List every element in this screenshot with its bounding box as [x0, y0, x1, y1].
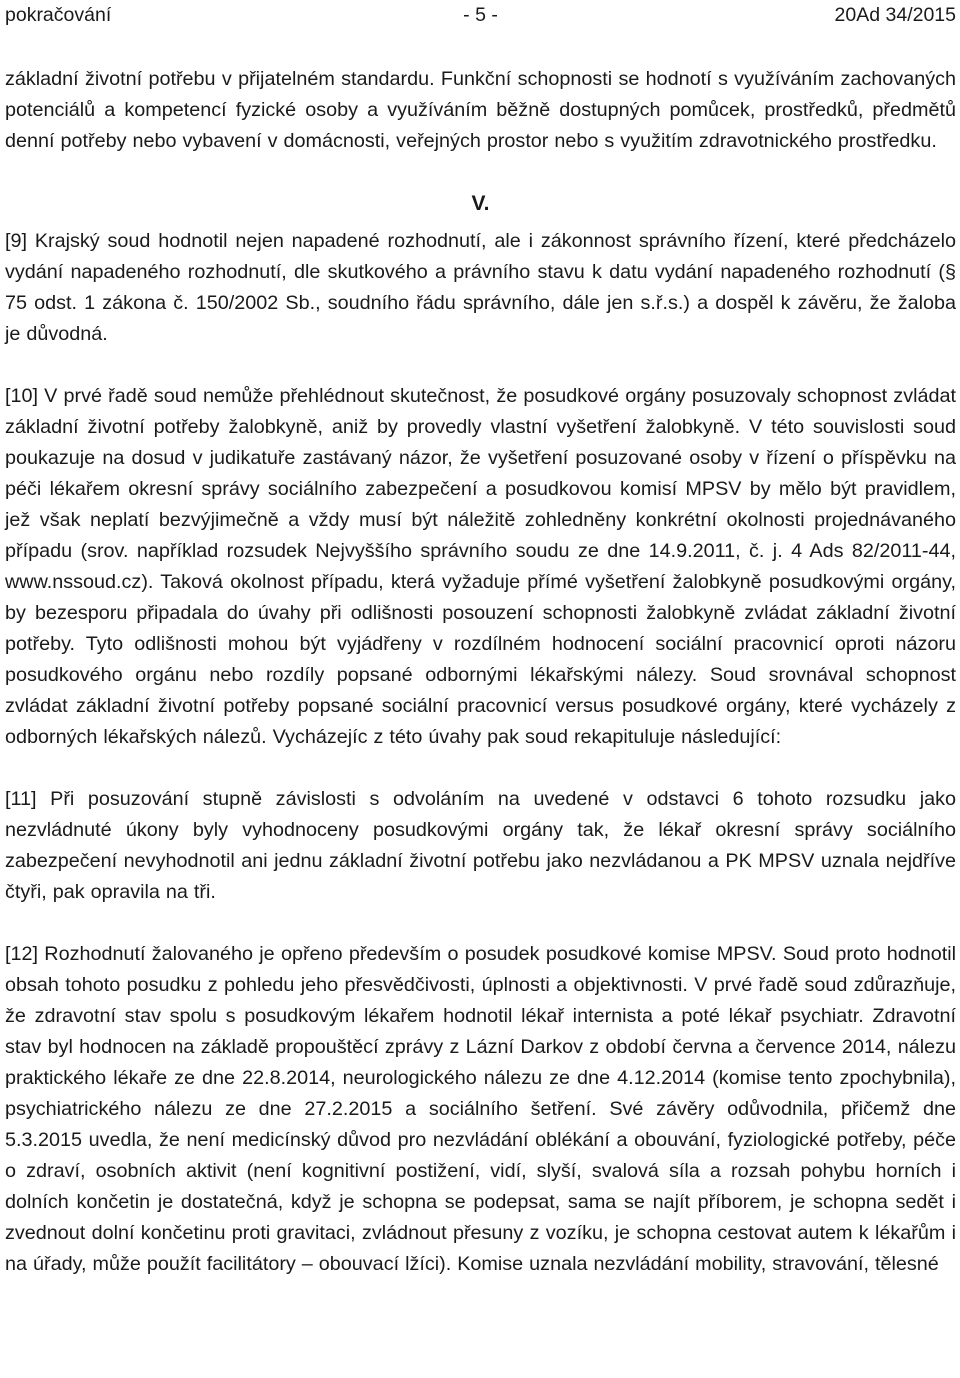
intro-paragraph: základní životní potřebu v přijatelném standardu. Funkční schopnosti se hodnotí s využíváním zachovaných potenciálů a kompetencí fyzické osoby a využíváním běžně dostupných pomůcek, prostředků, předmětů denní potřeby nebo vybavení v domácnosti, veřejných prostor nebo s využitím zdravotnického prostředku. — [5, 68, 956, 152]
document-body — [5, 64, 956, 1280]
page-header — [5, 0, 956, 34]
paragraph-12: [12] Rozhodnutí žalovaného je opřeno především o posudek posudkové komise MPSV. Soud proto hodnotil obsah tohoto posudku z pohledu jeho přesvědčivosti, úplnosti a objektivnosti. V prvé řadě soud zdůrazňuje, že zdravotní stav spolu s posudkovým lékařem hodnotil lékař internista a poté lékař psychiatr. Zdravotní stav byl hodnocen na základě propouštěcí zprávy z Lázní Darkov z období června a července 2014, nálezu praktického lékaře ze dne 22.8.2014, neurologického nálezu ze dne 4.12.2014 (komise tento zpochybnila), psychiatrického nálezu ze dne 27.2.2015 a sociálního šetření. Své závěry odůvodnila, přičemž dne 5.3.2015 uvedla, že není medicínský důvod pro nezvládání oblékání a obouvání, fyziologické potřeby, péče o zdraví, osobních aktivit (není kognitivní postižení, vidí, slyší, svalová síla a rozsah pohybu horních i dolních končetin je dostatečná, když je schopna se podepsat, sama se najít příborem, je schopna sedět i zvednout dolní končetinu proti gravitaci, zvládnout přesuny z vozíku, je schopna cestovat autem k lékařům i na úřady, může použít facilitátory – obouvací lžíci). Komise uznala nezvládání mobility, stravování, tělesné — [5, 943, 956, 1275]
document-page — [5, 0, 956, 1280]
page-number: - 5 - — [463, 4, 498, 26]
section-heading: V. — [471, 192, 490, 215]
paragraph-10: [10] V prvé řadě soud nemůže přehlédnout skutečnost, že posudkové orgány posuzovaly schopnost zvládat základní životní potřeby žalobkyně, aniž by provedly vlastní vyšetření žalobkyně. V této souvislosti soud poukazuje na dosud v judikatuře zastávaný názor, že vyšetření posuzované osoby v řízení o příspěvku na péči lékařem okresní správy sociálního zabezpečení a posudkovou komisí MPSV by mělo být pravidlem, jež však neplatí bezvýjimečně a vždy musí být náležitě zohledněny konkrétní okolnosti projednávaného případu (srov. například rozsudek Nejvyššího správního soudu ze dne 14.9.2011, č. j. 4 Ads 82/2011-44, www.nssoud.cz). Taková okolnost případu, která vyžaduje přímé vyšetření žalobkyně posudkovými orgány, by bezesporu připadala do úvahy při odlišnosti posouzení schopnosti žalobkyně zvládat základní životní potřeby. Tyto odlišnosti mohou být vyjádřeny v rozdílném hodnocení sociální pracovnicí oproti názoru posudkového orgánu nebo rozdíly popsané odbornými lékařskými nálezy. Soud srovnával schopnost zvládat základní životní potřeby popsané sociální pracovnicí versus posudkové orgány, které vycházely z odborných lékařských nálezů. Vycházejíc z této úvahy pak soud rekapituluje následující: — [5, 385, 956, 748]
paragraph-11: [11] Při posuzování stupně závislosti s odvoláním na uvedené v odstavci 6 tohoto rozsudku jako nezvládnuté úkony byly vyhodnoceny posudkovými orgány tak, že lékař okresní správy sociálního zabezpečení nevyhodnotil ani jednu základní životní potřebu jako nezvládanou a PK MPSV uznala nejdříve čtyři, pak opravila na tři. — [5, 788, 956, 903]
case-number: 20Ad 34/2015 — [834, 4, 956, 26]
paragraph-9: [9] Krajský soud hodnotil nejen napadené rozhodnutí, ale i zákonnost správního řízení, které předcházelo vydání napadeného rozhodnutí, dle skutkového a právního stavu k datu vydání napadeného rozhodnutí (§ 75 odst. 1 zákona č. 150/2002 Sb., soudního řádu správního, dále jen s.ř.s.) a dospěl k závěru, že žaloba je důvodná. — [5, 230, 956, 345]
header-continuation-label: pokračování — [5, 4, 112, 26]
